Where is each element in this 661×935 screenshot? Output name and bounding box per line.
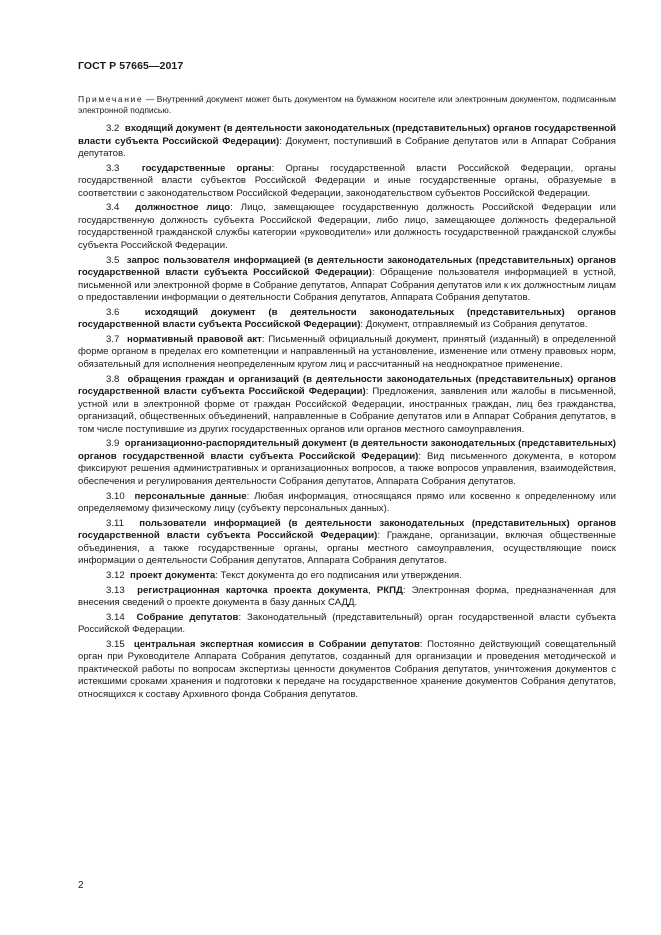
term-entry <box>78 202 616 252</box>
term-number: 3.14 <box>106 611 125 623</box>
term-title: запрос пользователя информацией (в деятельности законодательных (представительных) органов государственной власти субъекта Российской Федерации) <box>78 254 616 279</box>
term-title: обращения граждан и организаций (в деятельности законодательных (представительных) органов государственной власти субъекта Российской Федерации) <box>78 373 616 398</box>
term-entry <box>78 491 616 516</box>
term-number: 3.3 <box>106 162 120 174</box>
term-entry <box>78 163 616 201</box>
term-title: пользователи информацией (в деятельности законодательных (представительных) органов государственной власти субъекта Российской Федерации) <box>78 517 616 542</box>
term-number: 3.11 <box>106 517 124 529</box>
term-definition: : Законодательный (представительный) орган государственной власти субъекта Российской Федерации. <box>78 611 617 636</box>
term-title: проект документа <box>130 569 216 581</box>
term-entry <box>78 518 616 568</box>
term-number: 3.2 <box>106 123 120 134</box>
term-title: регистрационная карточка проекта документа <box>137 584 368 596</box>
term-title: должностное лицо <box>135 202 231 214</box>
term-number: 3.13 <box>106 584 125 596</box>
term-entry <box>78 570 616 583</box>
term-separator: , <box>367 584 377 596</box>
term-number: 3.8 <box>106 373 120 385</box>
term-definition: : Вид письменного документа, в котором фиксируют решения административных и организационных вопросов, а также вопросов управления, взаимодействия, обеспечения и регулирования деятельности Собрания депутатов, Аппарата Собрания депутатов. <box>78 450 616 487</box>
term-abbreviation: РКПД <box>376 584 403 596</box>
term-definition: : Граждане, организации, включая общественные объединения, а также государственные органы, органы местного самоуправления, осуществляющие поиск информации о деятельности Собрания депутатов, Аппарата Собрания депутатов. <box>78 530 616 567</box>
term-definition: : Предложения, заявления или жалобы в письменной, устной или в электронной форме от граждан Российской Федерации, иностранных граждан, лиц без гражданства, организаций, общественных объединений, направленные в Собрание депутатов или в Аппарат Собрания депутатов, в том числе поступившие из других государственных органов или органов местного самоуправления. <box>78 386 616 435</box>
term-entry <box>78 123 616 161</box>
term-title: организационно-распорядительный документ (в деятельности законодательных (представительных) органов государственной власти субъекта Российской Федерации) <box>78 438 616 462</box>
terms-list <box>78 123 616 704</box>
term-number: 3.15 <box>106 638 125 650</box>
term-title: исходящий документ (в деятельности законодательных (представительных) органов государственной власти субъекта Российской Федерации) <box>78 306 616 331</box>
term-number: 3.12 <box>106 569 125 581</box>
term-entry <box>78 438 616 488</box>
note-text: — Внутренний документ может быть документом на бумажном носителе или электронным документом, подписанным электронной подписью. <box>78 94 616 116</box>
term-entry <box>78 612 616 637</box>
term-title: государственные органы <box>141 162 272 174</box>
term-entry <box>78 639 616 702</box>
term-title: Собрание депутатов <box>136 611 239 623</box>
term-number: 3.7 <box>106 333 120 345</box>
term-title: входящий документ (в деятельности законодательных (представительных) органов государственной власти субъекта Российской Федерации) <box>78 123 616 147</box>
term-definition: : Текст документа до его подписания или утверждения. <box>215 569 462 581</box>
term-entry <box>78 307 616 332</box>
term-entry <box>78 374 616 437</box>
term-title: центральная экспертная комиссия в Собрании депутатов <box>133 638 420 650</box>
term-title: нормативный правовой акт <box>127 333 262 345</box>
term-definition: : Лицо, замещающее государственную должность Российской Федерации или государственную должность субъекта Российской Федерации, либо лицо, замещающее должность федеральной государственной гражданской службы категории «руководители» или должность государственной гражданской службы субъекта Российской Федерации. <box>78 202 617 251</box>
term-number: 3.4 <box>106 202 120 214</box>
term-definition: : Постоянно действующий совещательный орган при Руководителе Аппарата Собрания депутатов, созданный для организации и проведения методической и практической работы по вопросам экспертизы ценности документов Собрания депутатов, уничтожения документов с истекшими сроками хранения и подготовки к передаче на государственное хранение документов Собрания депутатов, относящихся к составу Архивного фонда Собрания депутатов. <box>78 638 616 700</box>
term-definition: : Документ, поступивший в Собрание депутатов или в Аппарат Собрания депутатов. <box>78 135 616 159</box>
term-number: 3.10 <box>106 490 125 502</box>
term-entry <box>78 585 616 610</box>
term-number: 3.6 <box>106 306 120 318</box>
term-definition: : Органы государственной власти Российской Федерации, органы государственной власти субъектов Российской Федерации и иные государственные органы, образуемые в соответствии с законодательством Российской Федерации, законодательством субъектов Российской Федерации. <box>78 162 616 199</box>
term-number: 3.5 <box>106 254 120 266</box>
term-definition: : Электронная форма, предназначенная для внесения сведений о проекте документа в базу данных САДД. <box>78 584 616 609</box>
page-number: 2 <box>78 880 84 891</box>
standard-header: ГОСТ Р 57665—2017 <box>78 60 184 72</box>
term-entry <box>78 334 616 372</box>
term-definition: : Письменный официальный документ, принятый (изданный) в определенной форме органом в пределах его компетенции и направленный на установление, изменение или отмену правовых норм, обязательный для исполнения неопределенным кругом лиц и рассчитанный на неоднократное применение. <box>78 333 616 370</box>
term-definition: : Обращение пользователя информацией в устной, письменной или электронной форме в Собрание депутатов, Аппарат Собрания депутатов или к их должностным лицам о предоставлении информации о деятельности Собрания депутатов, Аппарата Собрания депутатов. <box>78 267 616 304</box>
note-paragraph <box>78 94 616 116</box>
term-entry <box>78 255 616 305</box>
term-number: 3.9 <box>106 438 120 450</box>
term-definition: : Документ, отправляемый из Собрания депутатов. <box>360 319 588 331</box>
note-label: Примечание <box>78 94 144 104</box>
term-definition: : Любая информация, относящаяся прямо или косвенно к определенному или определяемому физическому лицу (субъекту персональных данных). <box>78 490 617 514</box>
term-title: персональные данные <box>134 490 247 502</box>
